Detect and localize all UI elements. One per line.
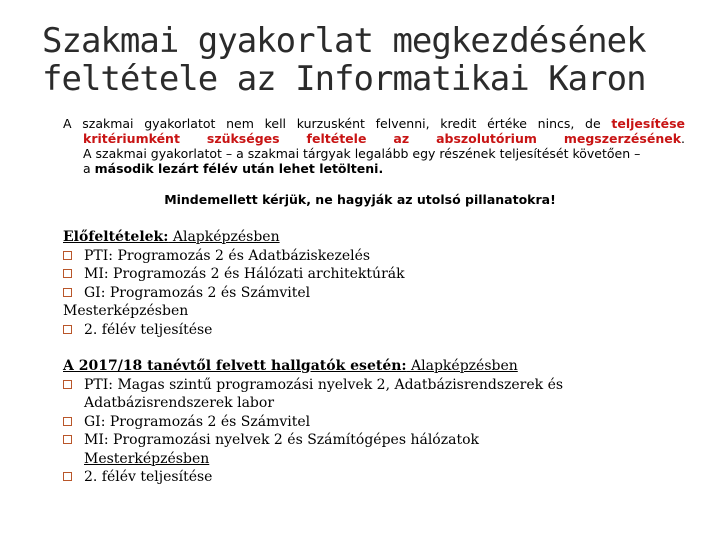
list-item: PTI: Programozás 2 és Adatbáziskezelés [63,247,683,266]
list-item: MI: Programozás 2 és Hálózati architektúrák [63,265,683,284]
checkbox-icon [63,269,72,278]
master-label: Mesterképzésben [84,450,210,467]
intro-line-1: A szakmai gyakorlatot nem kell kurzusként felvenni, kredit értéke nincs, de teljesítése [63,116,685,131]
checkbox-icon [63,472,72,481]
new-students-header: A 2017/18 tanévtől felvett hallgatók esetén: Alapképzésben [63,358,518,374]
checkbox-icon [63,325,72,334]
prerequisites-section [63,228,683,339]
list-item: 2. félév teljesítése [63,468,683,487]
intro-line-2: kritériumként szükséges feltétele az abszolutórium megszerzésének. [83,131,685,146]
list-item: GI: Programozás 2 és Számvitel [63,284,683,303]
checkbox-icon [63,251,72,260]
list-item: GI: Programozás 2 és Számvitel [63,413,683,432]
checkbox-icon [63,380,72,389]
emphasis-note: Mindemellett kérjük, ne hagyják az utolsó pillanatokra! [164,192,556,207]
page-title: Szakmai gyakorlat megkezdésének feltétele az Informatikai Karon [42,21,646,99]
checkbox-icon [63,288,72,297]
checkbox-icon [63,417,72,426]
intro-line-3: A szakmai gyakorlatot – a szakmai tárgyak legalább egy részének teljesítését követően – [83,146,641,161]
master-label: Mesterképzésben [63,303,189,319]
highlight-text: teljesítése [611,116,685,131]
intro-line-4: a második lezárt félév után lehet letölteni. [83,161,384,176]
list-item: MI: Programozási nyelvek 2 és Számítógépes hálózatok Mesterképzésben [63,431,683,468]
checkbox-icon [63,435,72,444]
list-item: 2. félév teljesítése [63,321,683,340]
highlight-text: kritériumként szükséges feltétele az abszolutórium megszerzésének [83,131,682,146]
list-item: PTI: Magas szintű programozási nyelvek 2, Adatbázisrendszerek és Adatbázisrendszerek labor [63,376,683,413]
prerequisites-header: Előfeltételek: Alapképzésben [63,229,280,245]
new-students-section [63,357,683,487]
intro-paragraph [63,116,685,176]
